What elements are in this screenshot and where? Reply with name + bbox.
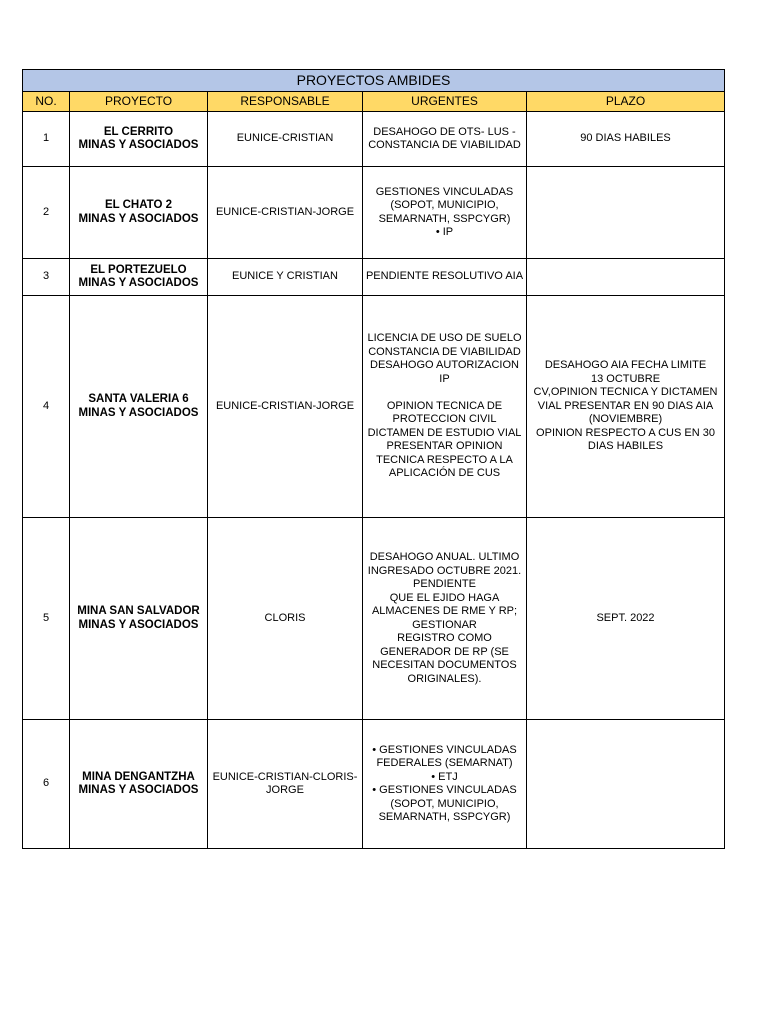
cell-responsable: CLORIS [208, 518, 363, 720]
urgentes-line: GENERADOR DE RP (SE [380, 645, 509, 658]
proyecto-line: MINAS Y ASOCIADOS [78, 784, 199, 796]
urgentes-line: (SOPOT, MUNICIPIO, [390, 199, 499, 211]
urgentes-line [364, 386, 525, 400]
urgentes-line: CONSTANCIA DE VIABILIDAD [368, 139, 521, 151]
table-title: PROYECTOS AMBIDES [23, 70, 725, 92]
cell-urgentes [363, 296, 527, 518]
urgentes-line: PROTECCION CIVIL [392, 413, 497, 426]
plazo-line: CV,OPINION TECNICA Y DICTAMEN [533, 386, 718, 399]
header-no: NO. [23, 92, 70, 112]
proyecto-line: MINA DENGANTZHA [82, 770, 195, 783]
cell-no: 5 [23, 518, 70, 720]
cell-responsable: EUNICE Y CRISTIAN [208, 259, 363, 296]
proyecto-line: EL CHATO 2 [104, 199, 173, 211]
urgentes-line: GESTIONAR [412, 618, 477, 631]
cell-plazo [527, 259, 725, 296]
cell-proyecto [70, 112, 208, 167]
cell-plazo [527, 518, 725, 720]
urgentes-line: ORIGINALES). [407, 672, 482, 685]
header-responsable: RESPONSABLE [208, 92, 363, 112]
proyecto-line: MINAS Y ASOCIADOS [78, 406, 199, 419]
header-proyecto: PROYECTO [70, 92, 208, 112]
header-row [23, 92, 725, 112]
urgentes-line: PRESENTAR OPINION [386, 440, 503, 453]
urgentes-line: • ETJ [431, 770, 458, 783]
plazo-line: 13 OCTUBRE [590, 372, 661, 385]
cell-responsable: EUNICE-CRISTIAN-JORGE [208, 296, 363, 518]
cell-proyecto [70, 296, 208, 518]
cell-plazo [527, 720, 725, 849]
plazo-line: (NOVIEMBRE) [588, 413, 663, 426]
urgentes-line: TECNICA RESPECTO A LA [376, 453, 513, 466]
plazo-line: 90 DIAS HABILES [580, 132, 671, 145]
cell-proyecto [70, 518, 208, 720]
table-row [23, 112, 725, 167]
cell-no: 1 [23, 112, 70, 167]
urgentes-line: NECESITAN DOCUMENTOS [372, 659, 517, 671]
proyecto-line: MINAS Y ASOCIADOS [78, 277, 199, 289]
cell-proyecto [70, 720, 208, 849]
cell-responsable: EUNICE-CRISTIAN [208, 112, 363, 167]
plazo-line: DIAS HABILES [587, 440, 664, 453]
cell-proyecto [70, 259, 208, 296]
urgentes-line: SEMARNATH, SSPCYGR) [378, 212, 511, 225]
table-row [23, 720, 725, 849]
urgentes-line: (SOPOT, MUNICIPIO, [390, 797, 499, 810]
urgentes-line: DESAHOGO DE OTS- LUS - [373, 125, 516, 138]
proyecto-line: MINAS Y ASOCIADOS [78, 212, 199, 225]
plazo-line: DESAHOGO AIA FECHA LIMITE [544, 359, 707, 372]
cell-responsable: EUNICE-CRISTIAN-JORGE [208, 167, 363, 259]
urgentes-line: DESAHOGO AUTORIZACION IP [370, 359, 519, 385]
plazo-line: OPINION RESPECTO A CUS EN 30 [536, 426, 715, 439]
cell-no: 4 [23, 296, 70, 518]
urgentes-line: REGISTRO COMO [397, 632, 492, 644]
proyecto-line: MINAS Y ASOCIADOS [78, 618, 199, 631]
plazo-line: VIAL PRESENTAR EN 90 DIAS AIA [537, 399, 714, 412]
cell-plazo [527, 296, 725, 518]
cell-urgentes [363, 518, 527, 720]
cell-plazo [527, 167, 725, 259]
table-row [23, 296, 725, 518]
title-row [23, 70, 725, 92]
urgentes-line: LICENCIA DE USO DE SUELO [367, 332, 522, 345]
urgentes-line: FEDERALES (SEMARNAT) [376, 757, 513, 769]
urgentes-line: • IP [435, 226, 454, 238]
urgentes-line: • GESTIONES VINCULADAS [372, 784, 517, 796]
cell-plazo [527, 112, 725, 167]
projects-table [22, 69, 725, 849]
proyecto-line: EL CERRITO [103, 125, 174, 138]
cell-urgentes [363, 259, 527, 296]
cell-proyecto [70, 167, 208, 259]
urgentes-line: INGRESADO OCTUBRE 2021. [367, 564, 522, 577]
urgentes-line: OPINION TECNICA DE [386, 399, 503, 412]
urgentes-line: PENDIENTE [413, 578, 476, 590]
proyecto-line: MINAS Y ASOCIADOS [78, 139, 199, 151]
cell-no: 2 [23, 167, 70, 259]
urgentes-line: SEMARNATH, SSPCYGR) [378, 811, 511, 823]
table-row [23, 259, 725, 296]
urgentes-line: ALMACENES DE RME Y RP; [371, 605, 518, 617]
cell-urgentes [363, 720, 527, 849]
urgentes-line: PENDIENTE RESOLUTIVO AIA [365, 270, 524, 283]
cell-responsable: EUNICE-CRISTIAN-CLORIS-JORGE [208, 720, 363, 849]
urgentes-line: APLICACIÓN DE CUS [388, 467, 501, 480]
urgentes-line: DICTAMEN DE ESTUDIO VIAL [367, 426, 522, 439]
table-row [23, 167, 725, 259]
urgentes-line: • GESTIONES VINCULADAS [372, 743, 517, 756]
header-urgentes: URGENTES [363, 92, 527, 112]
proyecto-line: SANTA VALERIA 6 [88, 393, 189, 405]
plazo-line: SEPT. 2022 [596, 611, 655, 624]
cell-no: 3 [23, 259, 70, 296]
urgentes-line: CONSTANCIA DE VIABILIDAD [368, 345, 521, 358]
cell-no: 6 [23, 720, 70, 849]
urgentes-line: GESTIONES VINCULADAS [375, 185, 514, 198]
header-plazo: PLAZO [527, 92, 725, 112]
urgentes-line: DESAHOGO ANUAL. ULTIMO [369, 551, 520, 563]
cell-urgentes [363, 112, 527, 167]
proyecto-line: MINA SAN SALVADOR [77, 605, 200, 617]
table-row [23, 518, 725, 720]
urgentes-line: QUE EL EJIDO HAGA [389, 591, 500, 604]
cell-urgentes [363, 167, 527, 259]
proyecto-line: EL PORTEZUELO [90, 263, 187, 276]
